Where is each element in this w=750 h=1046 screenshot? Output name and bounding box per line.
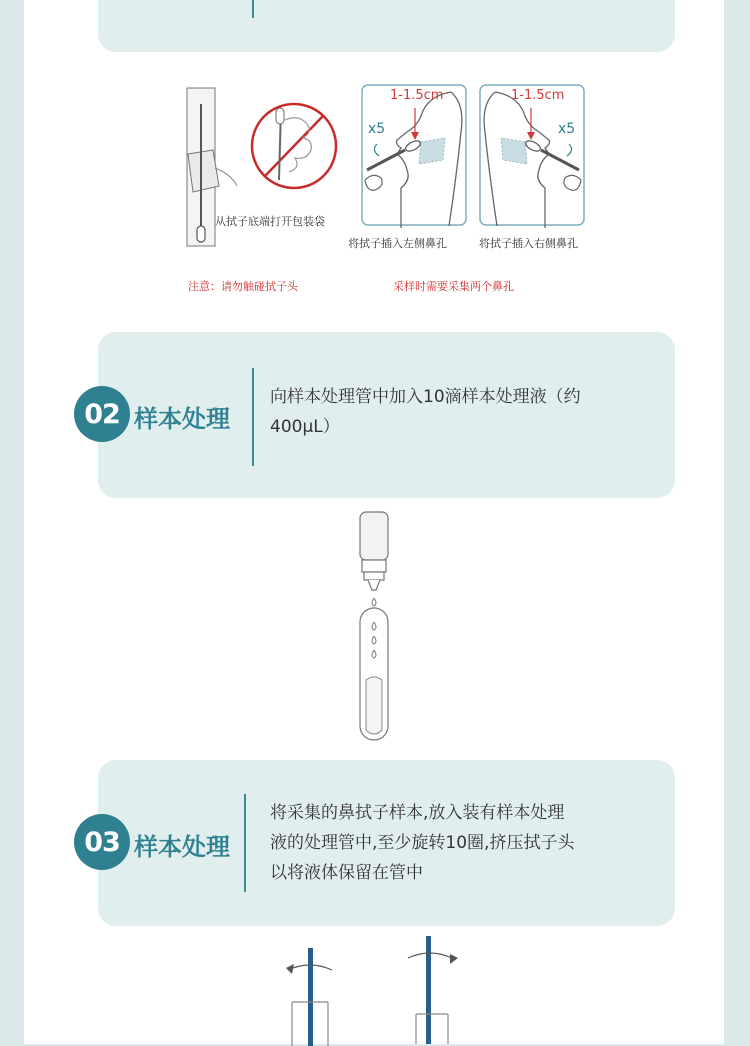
instruction-page: [24, 0, 724, 1044]
step2-card: [84, 332, 675, 498]
caption-left-nostril: 将拭子插入左侧鼻孔: [348, 237, 447, 250]
depth-label-right: 1-1.5cm: [511, 88, 565, 103]
warning-do-not-touch: 注意：请勿触碰拭子头: [188, 280, 298, 293]
step3-number-badge: 03: [74, 814, 130, 870]
step3-title: 样本处理: [134, 833, 230, 861]
right-nostril-illustration: [479, 84, 585, 226]
step3-card: [84, 760, 675, 926]
step3-desc-line1: 将采集的鼻拭子样本,放入装有样本处理: [270, 803, 565, 823]
step2-description: [270, 382, 581, 442]
depth-label-left: 1-1.5cm: [390, 88, 444, 103]
step2-title: 样本处理: [134, 405, 230, 433]
left-nostril-illustration: [361, 84, 467, 226]
step3-desc-line2: 液的处理管中,至少旋转10圈,挤压拭子头: [270, 833, 575, 853]
rotation-label-left: x5: [368, 121, 386, 137]
step2-number-badge: 02: [74, 386, 130, 442]
step1-card: [98, 0, 675, 52]
step1-divider: [252, 0, 254, 18]
step2-desc-line2: 400μL）: [270, 417, 340, 437]
rotation-label-right: x5: [558, 121, 576, 137]
step2-divider: [252, 368, 254, 466]
step2-desc-line1: 向样本处理管中加入10滴样本处理液（约: [270, 387, 581, 407]
swab-rotate-illustration-left: [282, 946, 342, 1046]
step3-divider: [244, 794, 246, 892]
caption-right-nostril: 将拭子插入右侧鼻孔: [479, 237, 578, 250]
step3-desc-line3: 以将液体保留在管中: [270, 863, 423, 883]
step3-description: [270, 798, 574, 888]
caption-open-package: 从拭子底端打开包装袋: [215, 215, 325, 228]
dropper-tube-illustration: [354, 510, 394, 746]
warning-both-nostrils: 采样时需要采集两个鼻孔: [393, 280, 514, 293]
swab-rotate-illustration-right: [406, 934, 466, 1044]
